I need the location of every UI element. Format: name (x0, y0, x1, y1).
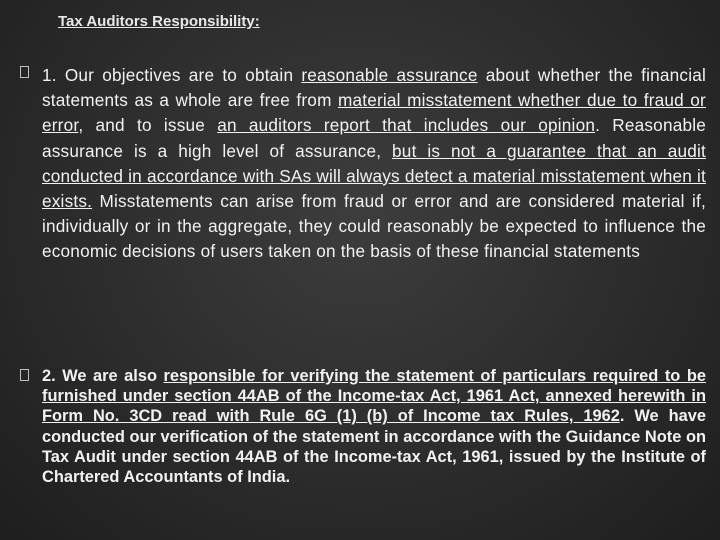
verification-paragraph (42, 366, 706, 487)
text-segment: 1. Our objectives are to obtain (42, 65, 302, 85)
page-title: Tax Auditors Responsibility: (58, 13, 260, 30)
text-segment: Misstatements can arise from fraud or error and are considered material if, individually or in the aggregate, they could reasonably be expected to influence the economic decisions of users taken on the basis of these financial statements (42, 191, 706, 262)
underlined-text: but is not a guarantee that an audit conducted in accordance with SAs will always detect a material misstatement when it exists. (42, 140, 706, 212)
text-segment: . We have conducted our verification of the statement in accordance with the Guidance Note on Tax Audit under section 44AB of the Income-tax Act, 1961, issued by the Institute of Chartered Accountants of India. (42, 407, 706, 487)
underlined-text: material misstatement whether due to fraud or error (42, 90, 706, 136)
bullet-box-icon (20, 369, 29, 381)
objectives-paragraph (42, 63, 706, 265)
text-segment: . Reasonable assurance is a high level of assurance, (42, 115, 706, 161)
bullet-item-objectives (20, 63, 708, 265)
text-segment: about whether the financial statements as a whole are free from (42, 65, 707, 111)
underlined-text: of particulars required to be furnished under section 44AB of the Income-tax Act, 1961 Act, annexed herewith in Form No. 3CD read with Rule 6G (1) (b) of Income tax Rules, 1962 (42, 367, 706, 426)
underlined-text: an auditors report that includes our opinion (217, 115, 596, 136)
text-segment: 2. We are also (42, 367, 164, 385)
text-segment: , and to issue (78, 115, 218, 136)
underlined-text: reasonable assurance (301, 65, 478, 85)
underlined-text: responsible for verifying the statement (163, 367, 481, 385)
bullet-item-verification (20, 366, 708, 487)
bullet-box-icon (20, 66, 29, 78)
